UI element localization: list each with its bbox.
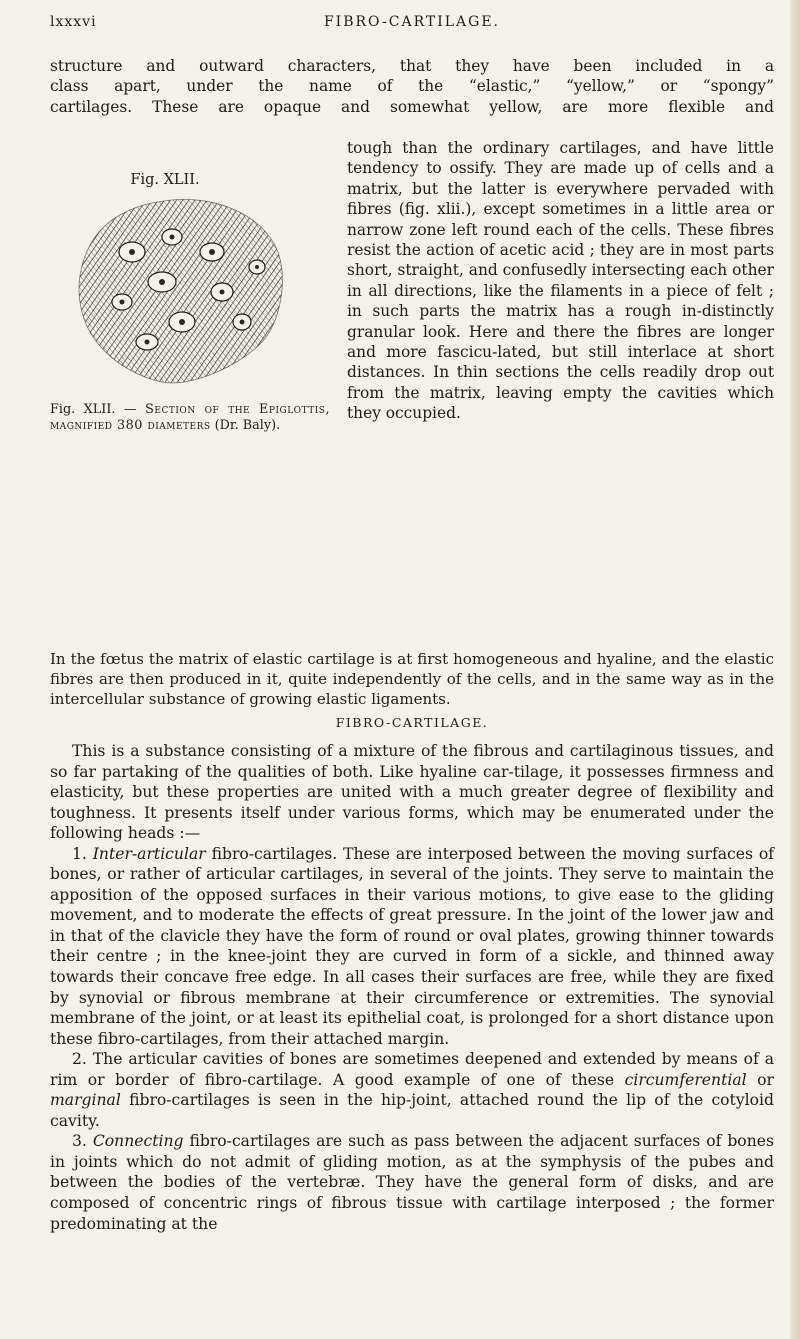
intro-line-2: class apart, under the name of the “elastic,” “yellow,” or “spongy”	[50, 77, 774, 96]
item-2-term-circumferential: circumferential	[624, 1070, 747, 1089]
item-3-text: fibro-cartilages are such as pass between the adjacent surfaces of bones in joints which do not admit of gliding motion, as at the symphysis of the pubes and between the bodies of the vertebræ. They have the general form of disks, and are composed of concentric rings of fibrous tissue with cartilage interposed ; the former predominating at the	[50, 1132, 774, 1233]
intro-line-1: structure and outward characters, that they have been included in a	[50, 57, 774, 75]
item-1-paragraph	[50, 844, 774, 1049]
intro-line-3: cartilages. These are opaque and somewhat yellow, are more flexible and	[50, 97, 774, 116]
item-1-term: Inter-articular	[92, 844, 206, 863]
item-1-text: fibro-cartilages. These are interposed between the moving surfaces of bones, or rather of articular cartilages, in several of the joints. They serve to maintain the apposition of the opposed surfaces in their various motions, to give ease to the gliding movement, and to moderate the effects of great pressure. In the joint of the lower jaw and in that of the clavicle they have the form of round or oval plates, growing thinner towards their centre ; in the knee-joint they are curved in form of a sickle, and thinned away towards their concave free edge. In all cases their surfaces are free, while they are fixed by synovial or fibrous membrane at their circumference or extremities. The synovial membrane of the joint, or at least its epithelial coat, is prolonged for a short distance upon these fibro-cartilages, from their attached margin.	[50, 844, 774, 1048]
running-head: FIBRO-CARTILAGE.	[323, 14, 501, 30]
intro-paragraph	[50, 56, 774, 117]
item-3-term: Connecting	[92, 1132, 184, 1151]
page-header	[50, 14, 774, 34]
item-3-number: 3.	[72, 1132, 87, 1151]
section-heading: FIBRO-CARTILAGE.	[335, 715, 489, 730]
page-number: lxxxvi	[50, 14, 97, 30]
item-2-term-marginal: marginal	[50, 1091, 121, 1110]
foetus-paragraph-text: In the fœtus the matrix of elastic cartilage is at first homogeneous and hyaline, and the elastic fibres are then produced in it, quite independently of the cells, and in the same way as in the intercellular substance of growing elastic ligaments.	[50, 650, 774, 708]
right-column-paragraph: tough than the ordinary cartilages, and have little tendency to ossify. They are made up of cells and a matrix, but the latter is everywhere pervaded with fibres (fig. xlii.), except sometimes in a little area or narrow zone left round each of the cells. These fibres resist the action of acetic acid ; they are in most parts short, straight, and confusedly intersecting each other in all directions, like the filaments in a piece of felt ; in such parts the matrix has a rough in-distinctly granular look. Here and there the fibres are longer and more fascicu-lated, but still interlace at short distances. In thin sections the cells readily drop out from the matrix, leaving empty the cavities which they occupied.	[347, 139, 774, 423]
fibro-cartilage-section	[50, 741, 774, 1234]
item-2-paragraph	[50, 1049, 774, 1131]
right-column-text	[347, 138, 774, 424]
item-3-paragraph	[50, 1131, 774, 1234]
section-intro-paragraph: This is a substance consisting of a mixture of the fibrous and cartilaginous tissues, and so far partaking of the qualities of both. Like hyaline car-tilage, it possesses firmness and elasticity, but these properties are united with a much greater degree of flexibility and toughness. It presents itself under various forms, which may be enumerated under the following heads :—	[50, 742, 774, 843]
page-edge	[790, 0, 800, 1339]
caption-credit: (Dr. Baly).	[214, 418, 281, 433]
item-1-number: 1.	[72, 844, 87, 863]
foetus-paragraph	[50, 650, 774, 709]
item-2-or: or	[757, 1070, 774, 1089]
caption-description: Section of the Epiglottis, magnified 380 diameters	[50, 402, 331, 433]
figure-xlii	[50, 172, 336, 434]
item-2-text-a: 2. The articular cavities of bones are sometimes deepened and extended by means of a rim or border of fibro-cartilage. A good example of one of these	[50, 1050, 774, 1089]
book-page	[50, 0, 774, 1339]
epiglottis-section-illustration	[72, 192, 292, 392]
figure-caption	[50, 402, 330, 434]
caption-fig-number: Fig. XLII. —	[50, 402, 137, 417]
figure-label: Fig. XLII.	[130, 172, 200, 188]
item-2-text-b: fibro-cartilages is seen in the hip-joint, attached round the lip of the cotyloid cavity.	[50, 1091, 774, 1130]
